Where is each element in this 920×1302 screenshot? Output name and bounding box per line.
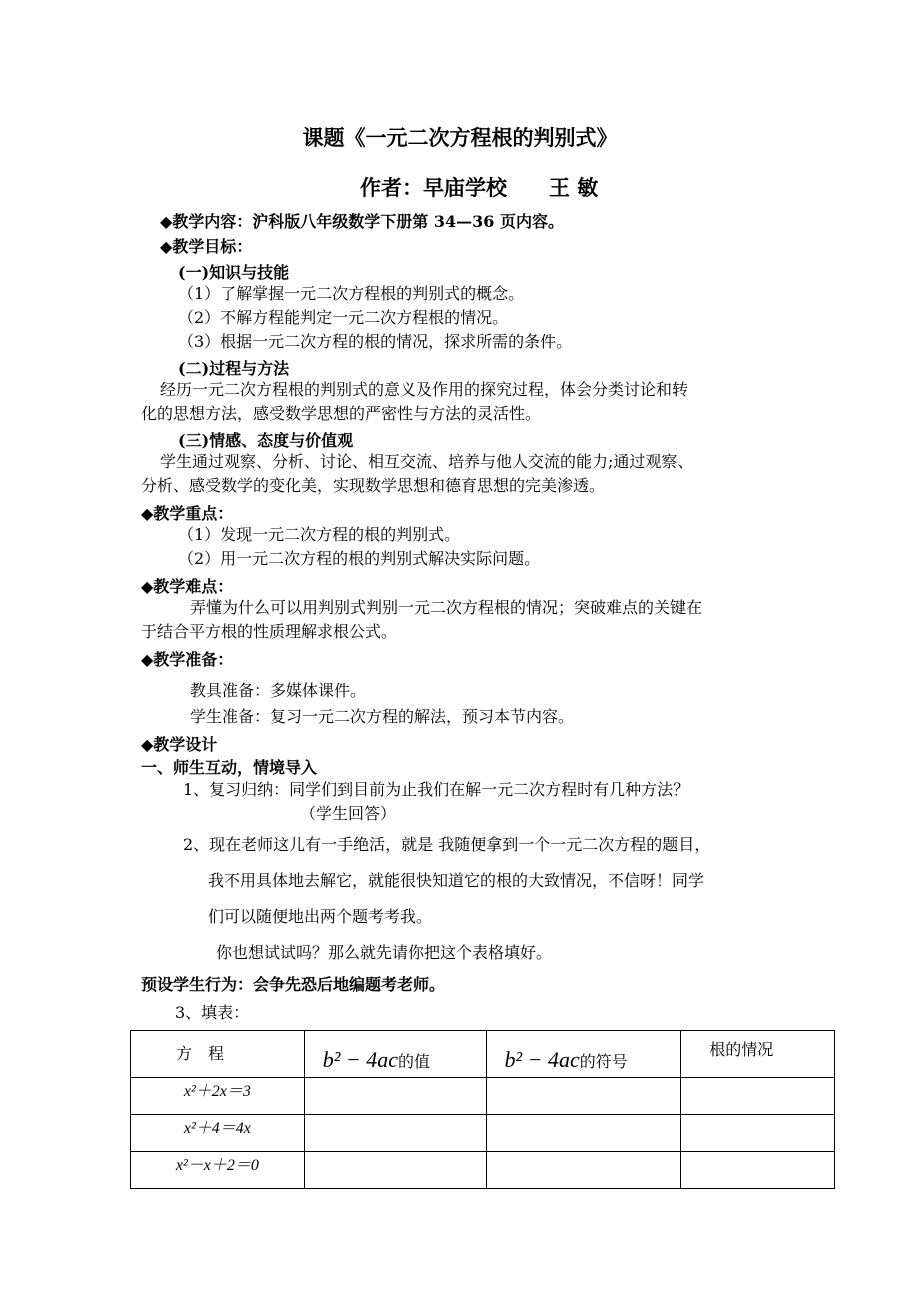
table-row xyxy=(131,1115,835,1152)
preset-behavior: 预设学生行为：会争先恐后地编题考老师。 xyxy=(141,975,446,994)
equation-cell: x²－x＋2＝0 xyxy=(175,1157,259,1174)
preparation-heading: ◆教学准备： xyxy=(141,650,234,669)
difficulty-line-2: 于结合平方根的性质理解求根公式。 xyxy=(141,622,398,641)
difficulty-line-1: 弄懂为什么可以用判别式判别一元二次方程根的情况；突破难点的关键在 xyxy=(190,598,703,617)
part-one-heading: 一、师生互动，情境导入 xyxy=(141,758,318,777)
answer-cell[interactable] xyxy=(681,1078,835,1115)
answer-cell[interactable] xyxy=(681,1152,835,1189)
knowledge-item-3: （3）根据一元二次方程的根的情况，探求所需的条件。 xyxy=(178,332,573,351)
page-title: 课题《一元二次方程根的判别式》 xyxy=(302,125,618,150)
table-row xyxy=(131,1152,835,1189)
step-3: 3、填表： xyxy=(175,1003,250,1022)
equation-cell: x²＋4＝4x xyxy=(183,1120,251,1137)
step-1-line-1: 1、复习归纳：同学们到目前为止我们在解一元二次方程时有几种方法？ xyxy=(183,780,690,799)
table-row xyxy=(131,1078,835,1115)
equation-cell: x²＋2x＝3 xyxy=(183,1083,251,1100)
teacher-preparation: 教具准备：多媒体课件。 xyxy=(190,681,367,700)
key-point-1: （1）发现一元二次方程的根的判别式。 xyxy=(178,525,461,544)
discriminant-expression: b² − 4ac xyxy=(504,1047,580,1072)
answer-cell[interactable] xyxy=(486,1152,681,1189)
answer-cell[interactable] xyxy=(486,1078,681,1115)
step-1-line-2: （学生回答） xyxy=(300,804,397,823)
process-line-1: 经历一元二次方程根的判别式的意义及作用的探究过程，体会分类讨论和转 xyxy=(160,380,689,399)
answer-cell[interactable] xyxy=(304,1152,486,1189)
student-preparation: 学生准备：复习一元二次方程的解法，预习本节内容。 xyxy=(190,707,575,726)
process-line-2: 化的思想方法，感受数学思想的严密性与方法的灵活性。 xyxy=(141,404,542,423)
header-discriminant-value: b² − 4ac的值 xyxy=(304,1031,486,1078)
knowledge-heading: (一)知识与技能 xyxy=(178,263,290,282)
author-line: 作者：早庙学校 王 敏 xyxy=(360,175,599,200)
discriminant-expression: b² − 4ac xyxy=(322,1047,399,1072)
knowledge-item-1: （1）了解掌握一元二次方程根的判别式的概念。 xyxy=(178,284,525,303)
fill-in-table xyxy=(130,1030,835,1189)
header-discriminant-sign: b² − 4ac的符号 xyxy=(486,1031,681,1078)
table-header-row xyxy=(131,1031,835,1078)
teaching-content: ◆教学内容：沪科版八年级数学下册第 34—36 页内容。 xyxy=(160,212,564,231)
process-heading: (二)过程与方法 xyxy=(178,359,290,378)
answer-cell[interactable] xyxy=(304,1078,486,1115)
step-2-line-2: 我不用具体地去解它，就能很快知道它的根的大致情况，不信呀！同学 xyxy=(208,871,705,890)
design-heading: ◆教学设计 xyxy=(141,735,218,754)
emotion-line-2: 分析、感受数学的变化美，实现数学思想和德育思想的完美渗透。 xyxy=(141,476,606,495)
answer-cell[interactable] xyxy=(486,1115,681,1152)
step-2-line-4: 你也想试试吗？那么就先请你把这个表格填好。 xyxy=(216,943,553,962)
difficulties-heading: ◆教学难点： xyxy=(141,577,234,596)
emotion-line-1: 学生通过观察、分析、讨论、相互交流、培养与他人交流的能力;通过观察、 xyxy=(160,452,694,471)
knowledge-item-2: （2）不解方程能判定一元二次方程根的情况。 xyxy=(178,308,509,327)
key-point-2: （2）用一元二次方程的根的判别式解决实际问题。 xyxy=(178,549,541,568)
header-root-situation: 根的情况 xyxy=(681,1031,835,1078)
answer-cell[interactable] xyxy=(681,1115,835,1152)
header-equation: 方 程 xyxy=(131,1031,305,1078)
answer-cell[interactable] xyxy=(304,1115,486,1152)
key-points-heading: ◆教学重点： xyxy=(141,504,234,523)
emotion-heading: (三)情感、态度与价值观 xyxy=(178,431,354,450)
step-2-line-1: 2、现在老师这儿有一手绝活，就是 我随便拿到一个一元二次方程的题目， xyxy=(183,835,711,854)
objectives-heading: ◆教学目标： xyxy=(160,237,253,256)
step-2-line-3: 们可以随便地出两个题考考我。 xyxy=(208,907,433,926)
